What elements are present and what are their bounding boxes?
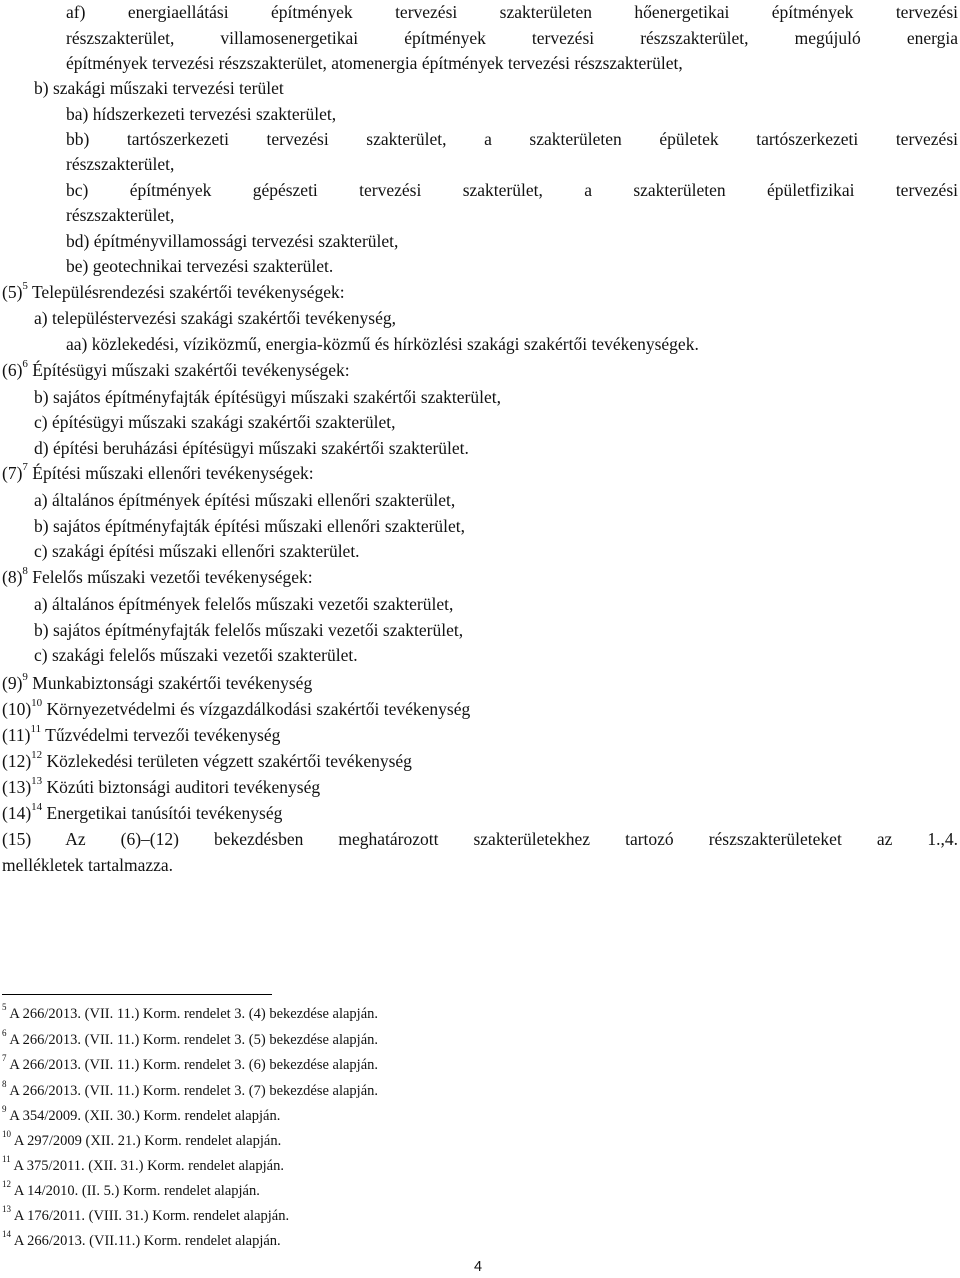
footnote: $^5$ A 266/2013. (VII. 11.) Korm. rendelet 3. (4) bekezdése alapján. [2,1002,379,1022]
footnote: $^8$ A 266/2013. (VII. 11.) Korm. rendelet 3. (7) bekezdése alapján. [2,1079,379,1099]
footnote-ref[interactable]: 10 [31,697,43,709]
section-heading: $(11)^{11}$ Tűzvédelmi tervezői tevékenység [2,723,281,745]
footnote: $^{12}$ A 14/2010. (II. 5.) Korm. rendelet alapján. [2,1179,260,1199]
footnote: $^{11}$ A 375/2011. (XII. 31.) Korm. rendelet alapján. [2,1154,284,1174]
paragraph-line: mellékletek tartalmazza. [2,855,174,875]
section-heading: $(12)^{12}$ Közlekedési területen végzett szakértői tevékenység [2,749,412,771]
list-item: b) sajátos építményfajták építésügyi műszaki szakértői szakterület, [34,387,501,407]
footnote-ref[interactable]: 9 [22,671,28,683]
list-item: a) településtervezési szakági szakértői tevékenység, [34,308,396,328]
list-item: a) általános építmények felelős műszaki vezetői szakterület, [34,594,454,614]
list-item: c) építésügyi műszaki szakági szakértői szakterület, [34,412,396,432]
footnote: $^{10}$ A 297/2009 (XII. 21.) Korm. rendelet alapján. [2,1129,282,1149]
footnote: $^{14}$ A 266/2013. (VII.11.) Korm. rendelet alapján. [2,1229,281,1249]
list-item: bb) tartószerkezeti tervezési szakterület, a szakterületen épületek tartószerkezeti tervezési [66,129,958,149]
section-heading: $(6)^6$ Építésügyi műszaki szakértői tevékenységek: [2,358,350,380]
footnote-ref[interactable]: 11 [30,723,42,735]
section-heading: $(7)^7$ Építési műszaki ellenőri tevékenységek: [2,461,314,483]
paragraph-line: részszakterület, villamosenergetikai építmények tervezési részszakterület, megújuló energia [66,28,958,48]
footnote: $^6$ A 266/2013. (VII. 11.) Korm. rendelet 3. (5) bekezdése alapján. [2,1028,379,1048]
list-item: c) szakági építési műszaki ellenőri szakterület. [34,541,360,561]
page-number: 4 [474,1259,483,1275]
footnote-ref[interactable]: 7 [22,461,28,473]
section-heading: $(5)^5$ Településrendezési szakértői tevékenységek: [2,280,345,302]
footnote: $^7$ A 266/2013. (VII. 11.) Korm. rendelet 3. (6) bekezdése alapján. [2,1053,379,1073]
section-heading: $(13)^{13}$ Közúti biztonsági auditori tevékenység [2,775,321,797]
footnote-ref[interactable]: 5 [22,280,28,292]
list-item: d) építési beruházási építésügyi műszaki szakértői szakterület. [34,438,469,458]
paragraph-line: részszakterület, [66,205,175,225]
footnote-separator [2,994,272,995]
list-item: ba) hídszerkezeti tervezési szakterület, [66,104,337,124]
footnote-ref[interactable]: 12 [31,749,43,761]
section-heading: $(8)^8$ Felelős műszaki vezetői tevékenységek: [2,565,313,587]
footnote: $^{13}$ A 176/2011. (VIII. 31.) Korm. rendelet alapján. [2,1204,290,1224]
section-heading: $(10)^{10}$ Környezetvédelmi és vízgazdálkodási szakértői tevékenység [2,697,471,719]
paragraph-line: af) energiaellátási építmények tervezési szakterületen hőenergetikai építmények tervezési [66,2,958,22]
paragraph-line: építmények tervezési részszakterület, atomenergia építmények tervezési részszakterület, [66,53,683,73]
footnote-ref[interactable]: 14 [31,801,43,813]
section-heading: $(9)^9$ Munkabiztonsági szakértői tevékenység [2,671,313,693]
list-item: a) általános építmények építési műszaki ellenőri szakterület, [34,490,456,510]
list-item: aa) közlekedési, víziközmű, energia-közmű és hírközlési szakági szakértői tevékenységek. [66,334,699,354]
list-item: bd) építményvillamossági tervezési szakterület, [66,231,399,251]
list-item: b) sajátos építményfajták építési műszaki ellenőri szakterület, [34,516,466,536]
footnote-ref[interactable]: 6 [22,358,28,370]
paragraph-line: (15) Az (6)–(12) bekezdésben meghatározott szakterületekhez tartozó részszakterületeket az 1.,4. [2,829,958,849]
list-item: be) geotechnikai tervezési szakterület. [66,256,334,276]
list-item: c) szakági felelős műszaki vezetői szakterület. [34,645,358,665]
footnote: $^9$ A 354/2009. (XII. 30.) Korm. rendelet alapján. [2,1104,281,1124]
footnote-ref[interactable]: 13 [31,775,43,787]
paragraph-line: részszakterület, [66,154,175,174]
list-item: b) sajátos építményfajták felelős műszaki vezetői szakterület, [34,620,464,640]
list-item: bc) építmények gépészeti tervezési szakterület, a szakterületen épületfizikai tervezési [66,180,958,200]
list-item: b) szakági műszaki tervezési terület [34,78,284,98]
footnote-ref[interactable]: 8 [22,565,28,577]
section-heading: $(14)^{14}$ Energetikai tanúsítói tevékenység [2,801,283,823]
